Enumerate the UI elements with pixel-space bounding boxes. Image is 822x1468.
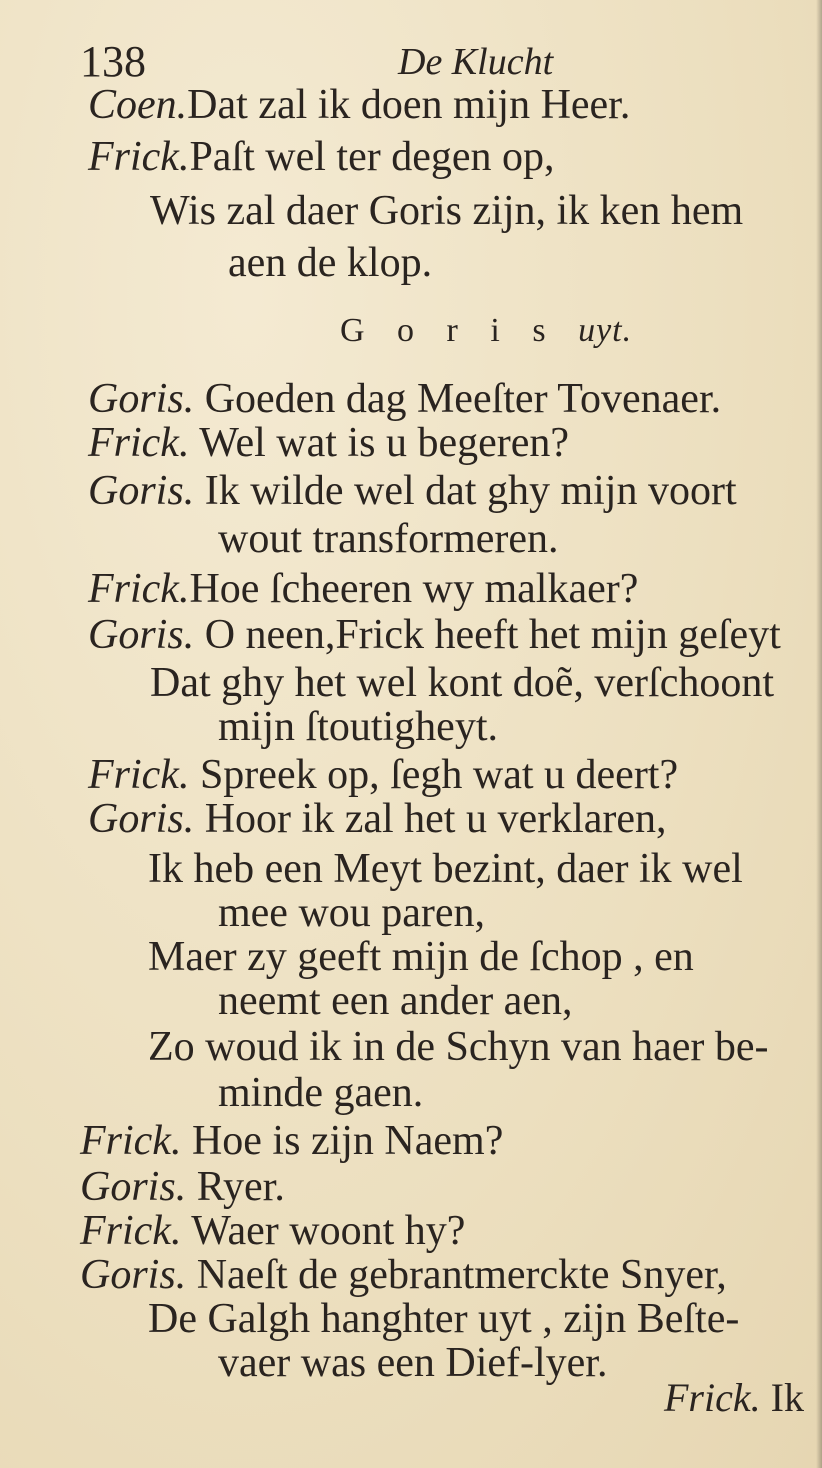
text-line — [148, 846, 743, 892]
line-text: Zo woud ik in de Schyn van haer be- — [148, 1024, 769, 1070]
text-line — [228, 240, 432, 286]
speaker-label: Frick. — [88, 752, 190, 798]
line-text: Waer woont hy? — [191, 1208, 466, 1254]
line-text: Dat zal ik doen mijn Heer. — [187, 82, 631, 128]
line-text: Dat ghy het wel kont doẽ, verſchoont — [150, 660, 775, 706]
catchword-speaker: Frick. — [664, 1375, 761, 1420]
text-line — [218, 516, 559, 562]
text-line — [88, 752, 678, 798]
text-line — [150, 660, 774, 706]
text-line — [218, 1070, 423, 1116]
speaker-label: Frick. — [80, 1118, 182, 1164]
speaker-label: Frick. — [88, 566, 190, 612]
line-text: Hoe ſcheeren wy malkaer? — [189, 566, 639, 612]
text-line — [80, 1208, 465, 1254]
line-text: wout transformeren. — [218, 516, 559, 562]
line-text: De Galgh hanghter uyt , zijn Beſte- — [148, 1296, 740, 1342]
speaker-label: Coen. — [88, 82, 188, 128]
text-line — [88, 468, 737, 514]
speaker-label: Goris. — [88, 468, 195, 514]
line-text: vaer was een Dief-lyer. — [218, 1340, 608, 1386]
text-line — [88, 612, 781, 658]
text-line — [88, 376, 721, 422]
line-text: Naeſt de gebrantmerckte Snyer, — [196, 1252, 727, 1298]
speaker-label: Goris. — [88, 796, 195, 842]
page-number: 138 — [80, 37, 146, 86]
line-text: neemt een ander aen, — [218, 978, 573, 1024]
speaker-label: Frick. — [80, 1208, 182, 1254]
line-text: minde gaen. — [218, 1070, 424, 1116]
speaker-label: Goris. — [88, 612, 195, 658]
page-header — [0, 30, 822, 90]
stage-direction — [340, 312, 632, 350]
text-line — [218, 704, 498, 750]
text-line — [148, 934, 694, 980]
text-line — [80, 1118, 503, 1164]
line-text: mee wou paren, — [218, 890, 486, 936]
speaker-label: Goris. — [88, 376, 195, 422]
running-title: De Klucht — [398, 41, 554, 83]
line-text: Goeden dag Meeſter Tovenaer. — [204, 376, 722, 422]
text-line — [218, 1340, 607, 1386]
speaker-label: Frick. — [88, 134, 190, 180]
speaker-label: Goris. — [80, 1252, 187, 1298]
text-line — [148, 1024, 769, 1070]
text-line — [148, 1296, 739, 1342]
text-line — [88, 82, 630, 128]
line-text: Ik heb een Meyt bezint, daer ik wel — [148, 846, 743, 892]
line-text: Maer zy geeft mijn de ſchop , en — [148, 934, 694, 980]
catchword-word: Ik — [770, 1375, 804, 1420]
text-line — [80, 1252, 727, 1298]
speaker-label: Frick. — [88, 420, 190, 466]
line-text: O neen,Frick heeft het mijn geſeyt — [204, 612, 781, 658]
line-text: Wel wat is u begeren? — [199, 420, 569, 466]
speaker-label: Goris. — [80, 1164, 187, 1210]
stage-action: uyt. — [578, 312, 633, 349]
stage-name: G o r i s — [340, 312, 558, 349]
line-text: Ik wilde wel dat ghy mijn voort — [204, 468, 737, 514]
line-text: Hoor ik zal het u verklaren, — [204, 796, 667, 842]
text-line — [88, 796, 667, 842]
text-line — [80, 1164, 285, 1210]
line-text: Paſt wel ter degen op, — [189, 134, 555, 180]
line-text: Hoe is zijn Naem? — [191, 1118, 504, 1164]
catchword — [664, 1374, 804, 1421]
line-text: Spreek op, ſegh wat u deert? — [199, 752, 679, 798]
text-line — [88, 566, 638, 612]
line-text: aen de klop. — [228, 240, 433, 286]
text-line — [218, 890, 485, 936]
page-edge-shadow — [816, 0, 822, 1468]
line-text: mijn ſtoutigheyt. — [218, 704, 498, 750]
text-line — [88, 134, 555, 180]
text-line — [88, 420, 569, 466]
text-line — [218, 978, 572, 1024]
line-text: Wis zal daer Goris zijn, ik ken hem — [150, 188, 744, 234]
text-line — [150, 188, 743, 234]
line-text: Ryer. — [196, 1164, 285, 1210]
